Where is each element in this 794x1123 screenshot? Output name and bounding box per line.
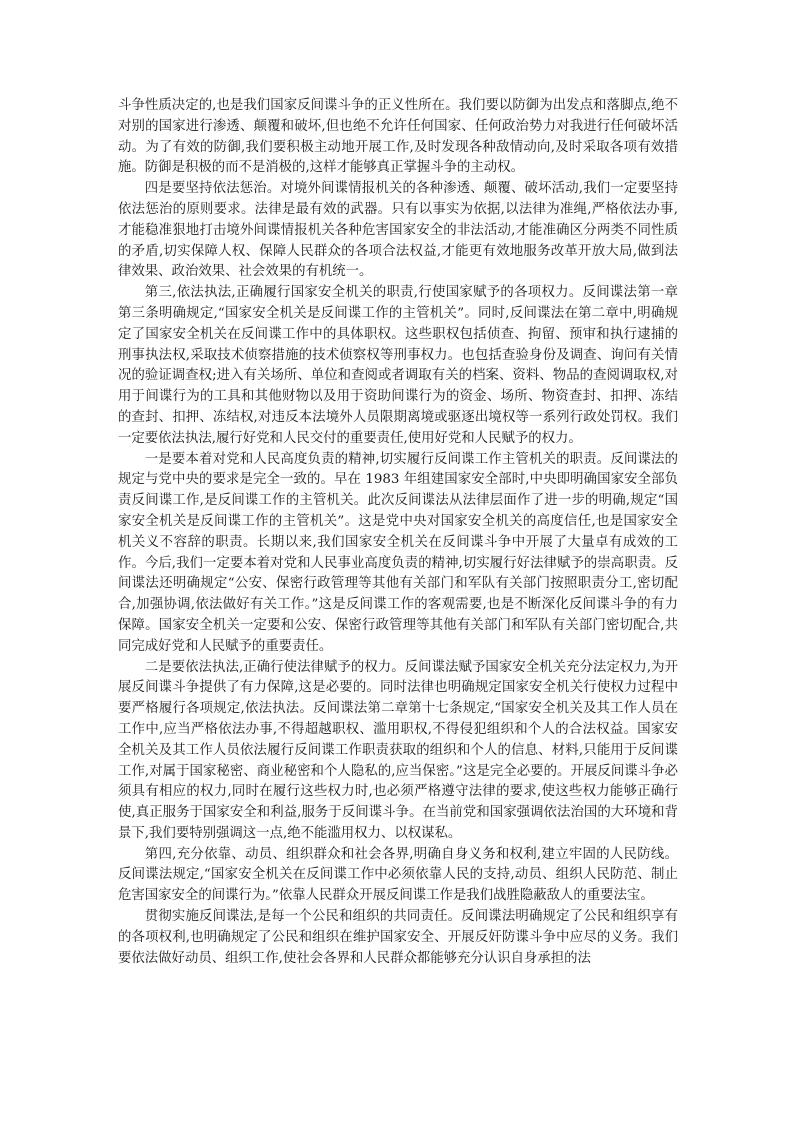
document-page (118, 96, 678, 969)
paragraph-continuation: 斗争性质决定的,也是我们国家反间谍斗争的正义性所在。我们要以防御为出发点和落脚点,绝不对别的国家进行渗透、颠覆和破坏,但也绝不允许任何国家、任何政治势力对我进行任何破坏活动。为了有效的防御,我们要积极主动地开展工作,及时发现各种敌情动向,及时采取各项有效措施。防御是积极的而不是消极的,这样才能够真正掌握斗争的主动权。 (118, 98, 678, 176)
paragraph-point-two-lawful-power: 二是要依法执法,正确行使法律赋予的权力。反间谍法赋予国家安全机关充分法定权力,为开展反间谍斗争提供了有力保障,这是必要的。同时法律也明确规定国家安全机关行使权力过程中要严格履行各项规定,依法执法。反间谍法第二章第十七条规定,“国家安全机关及其工作人员在工作中,应当严格依法办事,不得超越职权、滥用职权,不得侵犯组织和个人的合法权益。国家安全机关及其工作人员依法履行反间谍工作职责获取的组织和个人的信息、材料,只能用于反间谍工作,对属于国家秘密、商业秘密和个人隐私的,应当保密。”这是完全必要的。开展反间谍斗争必须具有相应的权力,同时在履行这些权力时,也必须严格遵守法律的要求,使这些权力能够正确行使,真正服务于国家安全和利益,服务于反间谍斗争。在当前党和国家强调依法治国的大环境和背景下,我们要特别强调这一点,绝不能滥用权力、以权谋私。 (118, 659, 678, 841)
paragraph-section-four: 第四,充分依靠、动员、组织群众和社会各界,明确自身义务和权利,建立牢固的人民防线。反间谍法规定,“国家安全机关在反间谍工作中必须依靠人民的支持,动员、组织人民防范、制止危害国家安全的间谍行为。”依靠人民群众开展反间谍工作是我们战胜隐蔽敌人的重要法宝。 (118, 846, 678, 904)
paragraph-section-three: 第三,依法执法,正确履行国家安全机关的职责,行使国家赋予的各项权力。反间谍法第一章第三条明确规定,“国家安全机关是反间谍工作的主管机关”。同时,反间谍法在第二章中,明确规定了国家安全机关在反间谍工作中的具体职权。这些职权包括侦查、拘留、预审和执行逮捕的刑事执法权,采取技术侦察措施的技术侦察权等刑事权力。也包括查验身份及调查、询问有关情况的验证调查权;进入有关场所、单位和查阅或者调取有关的档案、资料、物品的查阅调取权,对用于间谍行为的工具和其他财物以及用于资助间谍行为的资金、场所、物资查封、扣押、冻结的查封、扣押、冻结权,对违反本法境外人员限期离境或驱逐出境权等一系列行政处罚权。我们一定要依法执法,履行好党和人民交付的重要责任,使用好党和人民赋予的权力。 (118, 285, 678, 446)
paragraph-point-one-responsibility: 一是要本着对党和人民高度负责的精神,切实履行反间谍工作主管机关的职责。反间谍法的规定与党中央的要求是完全一致的。早在 1983 年组建国家安全部时,中央即明确国家安全部负责反间谍工作,是反间谍工作的主管机关。此次反间谍法从法律层面作了进一步的明确,规定“国家安全机关是反间谍工作的主管机关”。这是党中央对国家安全机关的高度信任,也是国家安全机关义不容辞的职责。长期以来,我们国家安全机关在反间谍斗争中开展了大量卓有成效的工作。今后,我们一定要本着对党和人民事业高度负责的精神,切实履行好法律赋予的崇高职责。反间谍法还明确规定“公安、保密行政管理等其他有关部门和军队有关部门按照职责分工,密切配合,加强协调,依法做好有关工作。”这是反间谍工作的客观需要,也是不断深化反间谍斗争的有力保障。国家安全机关一定要和公安、保密行政管理等其他有关部门和军队有关部门密切配合,共同完成好党和人民赋予的重要责任。 (118, 451, 678, 654)
paragraph-point-four-lawful-punishment: 四是要坚持依法惩治。对境外间谍情报机关的各种渗透、颠覆、破坏活动,我们一定要坚持依法惩治的原则要求。法律是最有效的武器。只有以事实为依据,以法律为准绳,严格依法办事,才能稳准狠地打击境外间谍情报机关各种危害国家安全的非法活动,才能准确区分两类不同性质的矛盾,切实保障人权、保障人民群众的各项合法权益,才能更有效地服务改革开放大局,做到法律效果、政治效果、社会效果的有机统一。 (118, 181, 678, 280)
paragraph-implementation: 贯彻实施反间谍法,是每一个公民和组织的共同责任。反间谍法明确规定了公民和组织享有的各项权利,也明确规定了公民和组织在维护国家安全、开展反奸防谍斗争中应尽的义务。我们要依法做好动员、组织工作,使社会各界和人民群众都能够充分认识自身承担的法 (118, 909, 678, 966)
